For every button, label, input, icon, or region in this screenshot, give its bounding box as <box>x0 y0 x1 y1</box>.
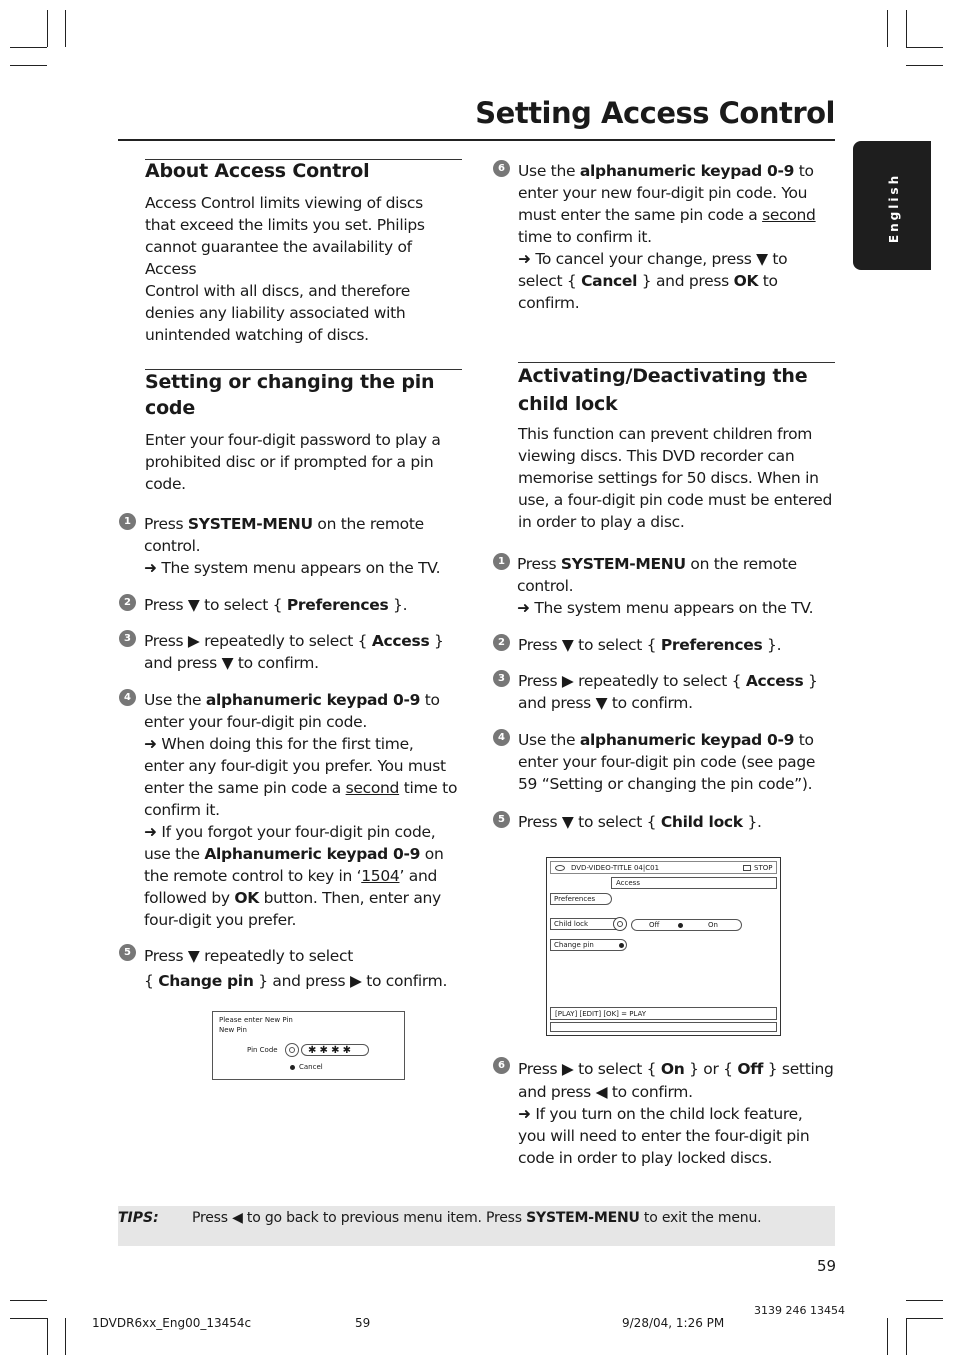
crop-mark <box>906 1300 943 1301</box>
cancel-option[interactable]: Cancel <box>299 1063 323 1071</box>
child-step-6: Press ▶ to select { On } or { Off } setting and press ◀ to confirm. ➜ If you turn on the child lock feature, you will need to enter the four-digit pin code in order to play locked discs. <box>518 1060 834 1167</box>
bullet-icon <box>290 1065 295 1070</box>
disc-icon <box>555 865 565 871</box>
step-number: 6 <box>493 1057 510 1074</box>
child-lock-heading: Activating/Deactivating the child lock <box>518 365 808 415</box>
tips-bar <box>118 1206 835 1246</box>
child-step-5: Press ▼ to select { Child lock }. <box>518 813 762 831</box>
step-number: 2 <box>493 634 510 651</box>
title-rule <box>118 139 835 141</box>
screen-text: New Pin <box>219 1026 247 1034</box>
screen-text: Please enter New Pin <box>219 1016 293 1024</box>
change-pin-option[interactable]: Change pin <box>550 939 627 951</box>
off-on-selector[interactable]: Off On <box>631 919 742 931</box>
pin-step-2: Press ▼ to select { Preferences }. <box>144 596 408 614</box>
crop-mark <box>906 1318 943 1319</box>
access-option[interactable]: Access <box>611 877 777 889</box>
bullet-icon <box>619 943 624 948</box>
pin-step-1: Press SYSTEM-MENU on the remote control. ➜ The system menu appears on the TV. <box>144 515 441 577</box>
pin-step-6: Use the alphanumeric keypad 0-9 to enter your new four-digit pin code. You must enter the same pin code a second time to confirm it. ➜ To cancel your change, press ▼ to select { Cancel } and press OK to confirm. <box>518 162 816 312</box>
step-number: 5 <box>493 811 510 828</box>
pin-heading: Setting or changing the pin code <box>145 371 435 419</box>
pin-code-label: Pin Code <box>247 1046 278 1054</box>
nav-icon <box>613 917 627 931</box>
crop-mark <box>47 10 48 47</box>
screen-footer-bar <box>550 1022 777 1032</box>
step-number: 3 <box>119 630 136 647</box>
crop-mark <box>10 65 47 66</box>
page-number: 59 <box>817 1257 837 1275</box>
screen-header: DVD-VIDEO-TITLE 04|C01 STOP <box>550 861 777 874</box>
footer-date: 9/28/04, 1:26 PM <box>622 1316 725 1330</box>
crop-mark <box>10 47 47 48</box>
child-step-1: Press SYSTEM-MENU on the remote control. ➜ The system menu appears on the TV. <box>517 555 814 617</box>
step-number: 4 <box>119 689 136 706</box>
step-number: 6 <box>493 160 510 177</box>
tips-text: Press ◀ to go back to previous menu item. Press SYSTEM-MENU to exit the menu. <box>192 1210 762 1226</box>
pin-step-5: Press ▼ repeatedly to select { Change pin } and press ▶ to confirm. <box>144 947 448 990</box>
about-text: Access Control limits viewing of discs that exceed the limits you set. Philips cannot guarantee the availability of Access Control with all discs, and therefore denies any liability associated with unintended watching of discs. <box>145 194 425 344</box>
step-number: 1 <box>119 513 136 530</box>
child-lock-screen <box>546 857 781 1036</box>
tips-label: TIPS: <box>118 1210 159 1226</box>
bullet-icon <box>678 923 683 928</box>
preferences-option[interactable]: Preferences <box>550 893 612 905</box>
crop-mark <box>906 10 907 47</box>
crop-mark <box>65 10 66 47</box>
crop-mark <box>906 1318 907 1355</box>
crop-mark <box>10 1318 47 1319</box>
child-lock-option[interactable]: Child lock <box>550 918 622 930</box>
screen-footer: [PLAY] [EDIT] [OK] = PLAY <box>550 1007 777 1020</box>
nav-icon <box>285 1043 299 1057</box>
language-tab <box>853 141 931 270</box>
crop-mark <box>887 10 888 47</box>
footer-code: 3139 246 13454 <box>754 1304 845 1317</box>
step-number: 5 <box>119 944 136 961</box>
language-tab-label: English <box>887 172 901 244</box>
step-number: 2 <box>119 594 136 611</box>
page-title: Setting Access Control <box>475 96 835 130</box>
crop-mark <box>47 1318 48 1355</box>
crop-mark <box>65 1318 66 1355</box>
step-number: 1 <box>493 553 510 570</box>
step-number: 3 <box>493 670 510 687</box>
step-number: 4 <box>493 729 510 746</box>
pin-step-3: Press ▶ repeatedly to select { Access } and press ▼ to confirm. <box>144 632 444 672</box>
pin-code-input[interactable]: ✱ ✱ ✱ ✱ <box>301 1044 369 1056</box>
about-heading: About Access Control <box>145 160 370 182</box>
crop-mark <box>887 1318 888 1355</box>
pin-code-screen <box>212 1011 405 1080</box>
crop-mark <box>10 1300 47 1301</box>
pin-step-4: Use the alphanumeric keypad 0-9 to enter your four-digit pin code. ➜ When doing this for the first time, enter any four-digit you prefer. You must enter the same pin code a second time to confirm it. ➜ If you forgot your four-digit pin code, use the Alphanumeric keypad 0-9 on the remote control to key in ‘1504’ and followed by OK button. Then, enter any four-digit you prefer. <box>144 691 458 929</box>
footer-page: 59 <box>355 1316 371 1330</box>
child-step-4: Use the alphanumeric keypad 0-9 to enter your four-digit pin code (see page 59 “Setting or changing the pin code”). <box>518 731 816 793</box>
pin-intro: Enter your four-digit password to play a prohibited disc or if prompted for a pin code. <box>145 431 441 493</box>
stop-icon <box>743 865 751 871</box>
child-step-2: Press ▼ to select { Preferences }. <box>518 636 782 654</box>
child-lock-intro: This function can prevent children from viewing discs. This DVD recorder can memorise settings for 50 discs. When in use, a four-digit pin code must be entered in order to play a disc. <box>518 425 833 531</box>
crop-mark <box>906 65 943 66</box>
child-step-3: Press ▶ repeatedly to select { Access } and press ▼ to confirm. <box>518 672 818 712</box>
crop-mark <box>906 47 943 48</box>
footer-file: 1DVDR6xx_Eng00_13454c <box>92 1316 252 1330</box>
